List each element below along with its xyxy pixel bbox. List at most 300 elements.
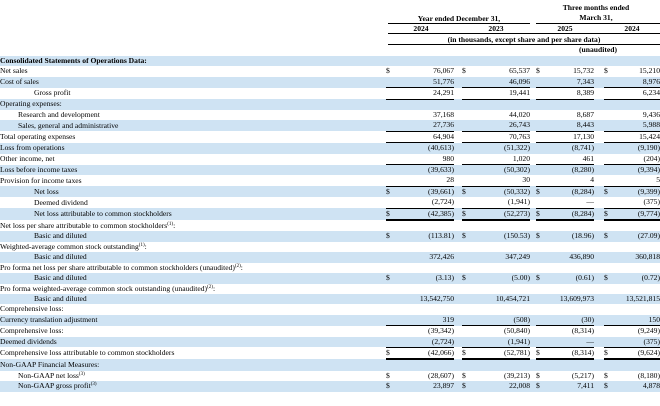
value-cell-q2024 (618, 99, 660, 110)
currency-cell (536, 99, 550, 110)
value-cell-fy2023 (476, 263, 530, 273)
row-label-text: Consolidated Statements of Operations Data: (0, 56, 147, 65)
currency-cell (462, 315, 476, 326)
value-cell-q2025: 4 (550, 175, 594, 186)
row-label-text: Currency translation adjustment (0, 314, 98, 324)
value-cell-q2025: 436,890 (550, 252, 594, 262)
currency-cell (386, 315, 400, 326)
value-cell-q2024 (618, 242, 660, 252)
column-gap (454, 56, 462, 66)
column-gap (594, 284, 604, 294)
currency-cell (604, 77, 618, 88)
currency-cell: $ (604, 208, 618, 220)
value-cell-q2025: (8,314) (550, 347, 594, 359)
footnote-marker: (2) (234, 263, 241, 269)
row-label-text: Comprehensive loss: (0, 325, 64, 335)
column-gap (594, 294, 604, 304)
currency-cell (604, 220, 618, 231)
value-cell-fy2023 (476, 284, 530, 294)
currency-cell (604, 252, 618, 262)
row-label-text: Other income, net (0, 153, 55, 163)
column-gap (454, 284, 462, 294)
currency-cell (462, 242, 476, 252)
value-cell-q2024 (618, 359, 660, 370)
column-gap (454, 337, 462, 348)
value-cell-q2024: (27.09) (618, 231, 660, 241)
currency-cell (536, 220, 550, 231)
row-label-text: Basic and diluted (34, 293, 87, 303)
value-cell-fy2023: 70,763 (476, 131, 530, 142)
row-label (0, 99, 386, 110)
label-suffix: : (173, 220, 176, 230)
row-label-text: Deemed dividends (0, 336, 57, 346)
row-label-text: Basic and diluted (34, 273, 87, 283)
value-cell-q2025: 461 (550, 154, 594, 165)
currency-cell (462, 304, 476, 314)
table-row (0, 66, 660, 76)
label-suffix: : (144, 241, 147, 251)
currency-cell (536, 120, 550, 131)
column-gap (594, 197, 604, 208)
currency-cell: $ (386, 347, 400, 359)
row-label (0, 56, 386, 66)
row-label-text: Operating expenses: (0, 99, 62, 109)
value-cell-q2025 (550, 359, 594, 370)
currency-cell: $ (462, 186, 476, 197)
column-gap (454, 326, 462, 337)
currency-cell (604, 337, 618, 348)
quarter-group-header-line1: Three months ended (562, 3, 630, 12)
row-label-text: Weighted-average common stock outstanding (0, 241, 139, 251)
value-cell-q2024: 5,988 (618, 120, 660, 131)
currency-cell (604, 263, 618, 273)
row-label (0, 242, 386, 252)
column-gap (594, 186, 604, 197)
value-cell-q2024: 8,976 (618, 77, 660, 88)
currency-cell (604, 242, 618, 252)
row-label (0, 131, 386, 142)
column-gap (454, 371, 462, 381)
currency-cell (536, 359, 550, 370)
currency-cell (604, 165, 618, 176)
currency-cell: $ (604, 231, 618, 241)
value-cell-q2024 (618, 56, 660, 66)
value-cell-fy2023 (476, 56, 530, 66)
value-cell-fy2024: (42,066) (400, 347, 454, 359)
row-label-text: Pro forma net loss per share attributable to common stockholders (unaudited) (0, 262, 235, 272)
value-cell-fy2024: (39,633) (400, 165, 454, 176)
row-label-text: Research and development (18, 110, 100, 120)
row-label (0, 175, 386, 186)
currency-cell (604, 197, 618, 208)
year-header-2025-quarter: 2025 (557, 24, 573, 33)
column-gap (454, 273, 462, 283)
row-label-text: Non-GAAP net loss (18, 370, 79, 380)
currency-cell (386, 110, 400, 120)
value-cell-fy2023: (50,332) (476, 186, 530, 197)
column-gap (594, 381, 604, 391)
currency-cell: $ (536, 273, 550, 283)
row-label (0, 186, 386, 197)
currency-cell (386, 294, 400, 304)
column-gap (594, 66, 604, 76)
value-cell-fy2024: 28 (400, 175, 454, 186)
column-gap (594, 131, 604, 142)
currency-cell (536, 143, 550, 154)
currency-cell (536, 326, 550, 337)
currency-cell (386, 326, 400, 337)
row-label (0, 304, 386, 314)
row-label-text: Total operating expenses (0, 131, 76, 141)
row-label (0, 359, 386, 370)
value-cell-fy2023: 22,008 (476, 381, 530, 391)
value-cell-fy2023: (1,941) (476, 197, 530, 208)
value-cell-q2024: 360,818 (618, 252, 660, 262)
footnote-marker: (3) (78, 371, 85, 377)
value-cell-fy2023: (39,213) (504, 370, 530, 380)
footnote-marker: (3) (90, 382, 97, 388)
currency-cell: $ (462, 66, 466, 76)
value-cell-q2025: (8,314) (571, 326, 594, 336)
currency-cell: $ (462, 208, 476, 220)
currency-cell: $ (536, 208, 550, 220)
table-row (0, 165, 660, 176)
currency-cell (604, 175, 618, 186)
currency-cell: $ (386, 208, 400, 220)
value-cell-fy2023: 19,441 (476, 88, 530, 99)
table-row (0, 56, 660, 66)
value-cell-q2024: 5 (618, 175, 660, 186)
currency-cell (386, 143, 400, 154)
currency-cell (462, 337, 476, 348)
currency-cell (386, 284, 400, 294)
value-cell-q2025 (550, 99, 594, 110)
table-row (0, 263, 660, 273)
row-label-text: Comprehensive loss: (0, 304, 64, 314)
currency-cell (462, 77, 476, 88)
table-row (0, 99, 660, 110)
value-cell-q2025: (0.61) (550, 273, 594, 283)
value-cell-fy2023 (476, 99, 530, 110)
currency-cell (462, 154, 476, 165)
currency-cell (536, 284, 550, 294)
row-label-text: Net loss per share attributable to common stockholders (0, 220, 168, 230)
value-cell-fy2023: 44,020 (509, 110, 530, 120)
value-cell-fy2023: 26,743 (476, 120, 530, 131)
table-row (0, 337, 660, 348)
value-cell-fy2024 (400, 304, 454, 314)
column-gap (454, 77, 462, 88)
value-cell-fy2024 (400, 263, 454, 273)
row-label (0, 294, 386, 304)
value-cell-q2025 (550, 263, 594, 273)
row-label (0, 77, 386, 88)
value-cell-fy2024: (28,607) (428, 370, 454, 380)
table-row (0, 381, 660, 391)
value-cell-q2024: (0.72) (618, 273, 660, 283)
column-gap (594, 263, 604, 273)
currency-cell: $ (462, 370, 466, 380)
value-cell-fy2024: (39,342) (428, 326, 454, 336)
row-label-text: Provision for income taxes (0, 175, 82, 185)
table-row (0, 197, 660, 208)
row-label (0, 66, 386, 76)
column-gap (454, 120, 462, 131)
currency-cell: $ (604, 347, 618, 359)
column-gap (454, 252, 462, 262)
currency-cell (386, 99, 400, 110)
table-row (0, 231, 660, 241)
table-row (0, 371, 660, 381)
value-cell-q2025: (8,741) (550, 143, 594, 154)
column-gap (454, 242, 462, 252)
currency-cell: $ (604, 381, 618, 391)
currency-cell (386, 131, 400, 142)
column-gap (594, 99, 604, 110)
column-gap (454, 175, 462, 186)
currency-cell (386, 175, 400, 186)
column-gap (594, 337, 604, 348)
table-row (0, 110, 660, 120)
currency-cell (462, 220, 476, 231)
column-gap (594, 326, 604, 337)
value-cell-fy2024: 51,776 (400, 77, 454, 88)
row-label (0, 315, 386, 326)
value-cell-fy2023: 30 (476, 175, 530, 186)
currency-cell: $ (462, 347, 476, 359)
value-cell-q2024: (9,774) (618, 208, 660, 220)
currency-cell: $ (604, 66, 608, 76)
value-cell-q2024 (618, 284, 660, 294)
value-cell-fy2023 (476, 242, 530, 252)
currency-cell (462, 110, 476, 120)
value-cell-fy2023 (476, 304, 530, 314)
currency-cell (462, 131, 476, 142)
value-cell-fy2024: (2,724) (400, 337, 454, 348)
currency-cell: $ (536, 186, 550, 197)
column-gap (594, 175, 604, 186)
row-label (0, 197, 386, 208)
column-gap (454, 66, 462, 76)
value-cell-fy2024: 64,904 (400, 131, 454, 142)
year-header-2024-quarter: 2024 (624, 24, 640, 33)
value-cell-q2025: (8,284) (550, 208, 594, 220)
value-cell-fy2024 (400, 359, 454, 370)
row-label-text: Net loss attributable to common stockholders (34, 208, 172, 218)
currency-cell (604, 56, 618, 66)
column-gap (454, 110, 462, 120)
currency-cell (462, 120, 476, 131)
row-label-text: Comprehensive loss attributable to common stockholders (0, 348, 175, 358)
table-row (0, 315, 660, 326)
value-cell-fy2023 (476, 359, 530, 370)
row-label (0, 165, 386, 176)
column-gap (594, 220, 604, 231)
value-cell-fy2024: (3.13) (400, 273, 454, 283)
row-label-text: Basic and diluted (34, 231, 87, 241)
value-cell-q2025: (5,217) (571, 370, 594, 380)
value-cell-q2024 (618, 220, 660, 231)
table-row (0, 347, 660, 359)
value-cell-fy2024: (39,661) (400, 186, 454, 197)
value-cell-fy2024 (400, 284, 454, 294)
currency-cell (604, 284, 618, 294)
value-cell-fy2023: (50,840) (504, 326, 530, 336)
quarter-group-header-line2: March 31, (579, 13, 613, 22)
row-label (0, 337, 386, 348)
operations-data-table (0, 56, 660, 392)
footnote-marker: (1) (138, 242, 145, 248)
currency-cell (604, 154, 618, 165)
value-cell-q2024 (618, 263, 660, 273)
value-cell-fy2024 (400, 56, 454, 66)
currency-cell (462, 56, 476, 66)
row-label (0, 263, 386, 273)
column-gap (454, 304, 462, 314)
row-label (0, 220, 386, 231)
value-cell-q2025 (550, 56, 594, 66)
currency-cell (386, 197, 400, 208)
currency-cell (536, 56, 550, 66)
value-cell-fy2024: 24,291 (400, 88, 454, 99)
value-cell-fy2023: 347,249 (476, 252, 530, 262)
column-gap (594, 273, 604, 283)
column-gap (454, 347, 462, 359)
year-header-rule (388, 33, 660, 34)
value-cell-q2025: (18.96) (550, 231, 594, 241)
row-label (0, 143, 386, 154)
currency-cell (386, 220, 400, 231)
column-gap (594, 77, 604, 88)
row-label (0, 284, 386, 294)
row-label-text: Non-GAAP Financial Measures: (0, 359, 100, 369)
value-cell-q2024: 4,878 (618, 381, 660, 391)
currency-cell (462, 326, 476, 337)
value-cell-q2025 (550, 220, 594, 231)
value-cell-q2024: (9,394) (618, 165, 660, 176)
currency-cell: $ (462, 231, 476, 241)
value-cell-q2025: (30) (550, 315, 594, 326)
footnote-marker: (2) (207, 284, 213, 290)
currency-cell (604, 120, 618, 131)
row-label-text: Non-GAAP gross profit (18, 381, 91, 391)
column-gap (454, 294, 462, 304)
table-row (0, 186, 660, 197)
row-label (0, 120, 386, 131)
year-header-2024-annual: 2024 (413, 24, 429, 33)
currency-cell (386, 120, 400, 131)
column-gap (594, 120, 604, 131)
column-gap (454, 99, 462, 110)
column-gap (594, 304, 604, 314)
currency-cell (536, 263, 550, 273)
value-cell-q2024: 6,234 (618, 88, 660, 99)
column-gap (594, 110, 604, 120)
currency-cell: $ (536, 381, 550, 391)
row-label-text: Gross profit (34, 88, 71, 98)
value-cell-fy2024: (2,724) (400, 197, 454, 208)
column-gap (454, 208, 462, 220)
table-row (0, 359, 660, 370)
value-cell-q2025: 7,411 (550, 381, 594, 391)
currency-cell (536, 315, 550, 326)
row-label-text: Pro forma weighted-average common stock outstanding (unaudited) (0, 283, 208, 293)
currency-cell (462, 252, 476, 262)
currency-cell (386, 359, 400, 370)
value-cell-fy2023: (52,273) (476, 208, 530, 220)
currency-cell (604, 304, 618, 314)
table-row (0, 326, 660, 337)
currency-cell (536, 304, 550, 314)
currency-cell (536, 110, 550, 120)
column-gap (594, 371, 604, 381)
column-gap (594, 208, 604, 220)
column-gap (594, 88, 604, 99)
year-header-2023-annual: 2023 (488, 24, 504, 33)
value-cell-fy2023: 1,020 (476, 154, 530, 165)
currency-cell: $ (536, 66, 540, 76)
currency-cell: $ (386, 273, 400, 283)
table-row (0, 294, 660, 304)
column-gap (454, 263, 462, 273)
currency-cell (386, 337, 400, 348)
row-label-text: Cost of sales (0, 77, 39, 87)
value-cell-fy2024: 37,168 (433, 110, 454, 120)
table-row (0, 131, 660, 142)
currency-cell (462, 165, 476, 176)
table-row (0, 304, 660, 314)
table-row (0, 252, 660, 262)
row-label (0, 231, 386, 241)
column-gap (594, 154, 604, 165)
value-cell-q2024: (375) (618, 337, 660, 348)
column-gap (454, 381, 462, 391)
currency-cell (604, 88, 618, 99)
row-label-text: Net loss (34, 186, 59, 196)
currency-cell (462, 175, 476, 186)
currency-cell: $ (462, 273, 476, 283)
currency-cell (462, 284, 476, 294)
row-label (0, 381, 386, 391)
value-cell-fy2023: 46,096 (476, 77, 530, 88)
currency-cell: $ (386, 66, 390, 76)
row-label (0, 326, 386, 337)
column-gap (454, 197, 462, 208)
currency-cell (536, 165, 550, 176)
value-cell-fy2024: (40,613) (400, 143, 454, 154)
currency-cell (604, 326, 618, 337)
column-gap (454, 154, 462, 165)
column-gap (454, 315, 462, 326)
column-gap (454, 165, 462, 176)
value-cell-fy2023: (5.00) (476, 273, 530, 283)
column-gap (594, 359, 604, 370)
value-cell-q2025: 8,687 (576, 110, 594, 120)
column-gap (594, 165, 604, 176)
currency-cell (536, 131, 550, 142)
value-cell-fy2024: (42,385) (400, 208, 454, 220)
value-cell-q2025 (550, 284, 594, 294)
currency-cell (386, 263, 400, 273)
currency-cell (462, 88, 476, 99)
currency-cell (462, 99, 476, 110)
currency-cell (462, 143, 476, 154)
value-cell-q2024: 13,521,815 (618, 294, 660, 304)
currency-cell: $ (604, 370, 608, 380)
table-row (0, 284, 660, 294)
label-suffix: : (240, 262, 243, 272)
value-cell-q2024: 15,424 (618, 131, 660, 142)
